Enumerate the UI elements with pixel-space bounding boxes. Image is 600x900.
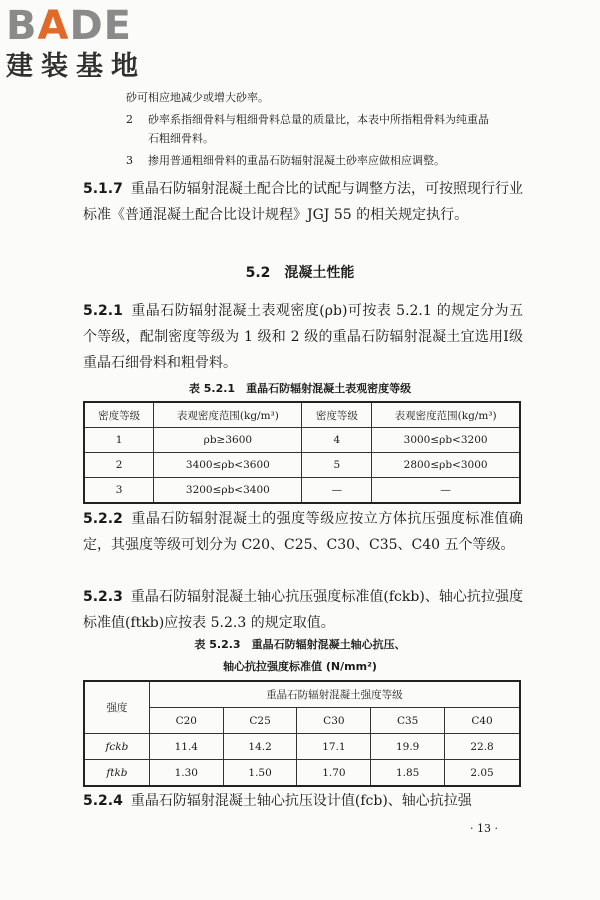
table-cell: 11.4 xyxy=(149,734,223,760)
clause-text: 重晶石防辐射混凝土表观密度(ρb)可按表 5.2.1 的规定分为五个等级，配制密度等级为 1 级和 2 级的重晶石防辐射混凝土宜选用Ⅰ级重晶石细骨料和粗骨料。 xyxy=(83,303,523,371)
note-text: 掺用普通粗细骨料的重晶石防辐射混凝土砂率应做相应调整。 xyxy=(148,154,445,167)
logo-subtitle: 建装基地 xyxy=(6,51,146,82)
clause-number: 5.1.7 xyxy=(83,181,123,197)
table-row xyxy=(84,428,520,453)
watermark-logo xyxy=(6,4,146,84)
clause-text: 重晶石防辐射混凝土轴心抗压设计值(fcb)、轴心抗拉强 xyxy=(130,793,472,809)
table-cell: 3 xyxy=(84,478,154,504)
clause-5-2-4 xyxy=(83,788,523,814)
table-cell: 5 xyxy=(302,453,372,478)
table-cell: 3400≤ρb<3600 xyxy=(154,453,302,478)
table-header-cell: 表观密度范围(kg/m³) xyxy=(372,402,520,428)
clause-number: 5.2.4 xyxy=(83,793,123,809)
table-cell: 1.70 xyxy=(297,760,371,787)
table-header-cell: 强度 xyxy=(84,681,149,734)
table-cell: 2800≤ρb<3000 xyxy=(372,453,520,478)
section-number: 5.2 xyxy=(245,265,271,281)
clause-5-1-7 xyxy=(83,176,523,228)
note-number: 3 xyxy=(126,154,133,167)
table-cell: 2.05 xyxy=(445,760,520,787)
section-heading xyxy=(0,262,600,282)
table-cell: — xyxy=(372,478,520,504)
page-number: · 13 · xyxy=(470,822,498,835)
table-row xyxy=(84,760,520,787)
table-group-header: 重晶石防辐射混凝土强度等级 xyxy=(149,681,520,708)
table-header-row xyxy=(84,681,520,708)
clause-text: 重晶石防辐射混凝土的强度等级应按立方体抗压强度标准值确定，其强度等级可划分为 C20、C25、C30、C35、C40 五个等级。 xyxy=(83,511,523,553)
row-label: ftkb xyxy=(84,760,149,787)
note-line xyxy=(126,153,445,169)
table-header-cell: 密度等级 xyxy=(84,402,154,428)
table-cell: 22.8 xyxy=(445,734,520,760)
grade-header: C30 xyxy=(297,708,371,734)
table-cell: 1 xyxy=(84,428,154,453)
table-cell: 1.30 xyxy=(149,760,223,787)
clause-number: 5.2.3 xyxy=(83,589,123,605)
table-cell: ρb≥3600 xyxy=(154,428,302,453)
table-5-2-3 xyxy=(83,680,521,787)
grade-header: C35 xyxy=(371,708,445,734)
note-line xyxy=(126,112,489,128)
table-header-row xyxy=(84,708,520,734)
table-cell: 14.2 xyxy=(223,734,297,760)
table-cell: 3200≤ρb<3400 xyxy=(154,478,302,504)
table-header-row xyxy=(84,402,520,428)
clause-text: 重晶石防辐射混凝土配合比的试配与调整方法，可按照现行行业标准《普通混凝土配合比设计规程》JGJ 55 的相关规定执行。 xyxy=(83,181,523,223)
note-text: 砂率系指细骨料与粗细骨料总量的质量比，本表中所指粗骨料为纯重晶 xyxy=(148,113,489,126)
table-row xyxy=(84,453,520,478)
table-header-cell: 表观密度范围(kg/m³) xyxy=(154,402,302,428)
table-5-2-1-caption: 表 5.2.1 重晶石防辐射混凝土表观密度等级 xyxy=(188,382,412,395)
table-row xyxy=(84,734,520,760)
table-cell: 2 xyxy=(84,453,154,478)
table-cell: — xyxy=(302,478,372,504)
clause-number: 5.2.1 xyxy=(83,303,123,319)
logo-brand-rest: DE xyxy=(69,3,132,49)
clause-5-2-1 xyxy=(83,298,523,376)
table-row xyxy=(84,478,520,504)
row-label: fckb xyxy=(84,734,149,760)
note-line xyxy=(126,90,269,106)
table-5-2-3-caption-unit: 轴心抗拉强度标准值 (N/mm²) xyxy=(223,660,377,673)
note-number: 2 xyxy=(126,113,133,126)
clause-text: 重晶石防辐射混凝土轴心抗压强度标准值(fckb)、轴心抗拉强度标准值(ftkb)应按表 5.2.3 的规定取值。 xyxy=(83,589,523,631)
grade-header: C20 xyxy=(149,708,223,734)
table-cell: 17.1 xyxy=(297,734,371,760)
table-cell: 3000≤ρb<3200 xyxy=(372,428,520,453)
clause-5-2-3 xyxy=(83,584,523,636)
table-5-2-1 xyxy=(83,401,521,504)
table-5-2-3-caption: 表 5.2.3 重晶石防辐射混凝土轴心抗压、 xyxy=(194,638,406,651)
logo-brand-accent: A xyxy=(37,3,70,49)
logo-brand xyxy=(6,4,146,48)
grade-header: C25 xyxy=(223,708,297,734)
note-line xyxy=(148,131,214,147)
grade-header: C40 xyxy=(445,708,520,734)
section-title: 混凝土性能 xyxy=(284,265,355,281)
table-cell: 4 xyxy=(302,428,372,453)
note-text: 石粗细骨料。 xyxy=(148,132,214,145)
table-cell: 1.85 xyxy=(371,760,445,787)
logo-brand-prefix: B xyxy=(6,3,38,49)
table-cell: 19.9 xyxy=(371,734,445,760)
note-text: 砂可相应地减少或增大砂率。 xyxy=(126,91,269,104)
clause-number: 5.2.2 xyxy=(83,511,123,527)
table-header-cell: 密度等级 xyxy=(302,402,372,428)
clause-5-2-2 xyxy=(83,506,523,558)
table-cell: 1.50 xyxy=(223,760,297,787)
